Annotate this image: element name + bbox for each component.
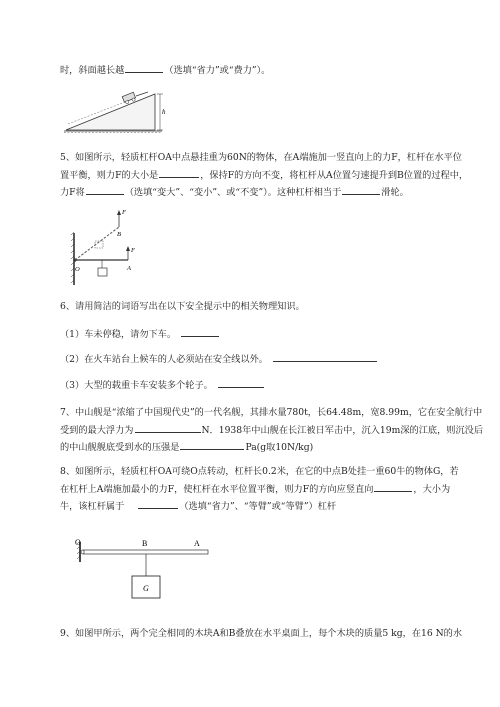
q8-line-3: [60, 499, 480, 513]
q7-text-2a: 受到的最大浮力为: [60, 425, 134, 436]
label-f-top: F: [122, 209, 126, 216]
height-label: h: [162, 108, 166, 116]
q5-text-2a: 置平衡，则力F的大小是: [60, 170, 159, 181]
q8-text-3a: 牛，该杠杆属于: [60, 501, 125, 512]
label-a-fig8: A: [194, 539, 200, 548]
q8-blank-2[interactable]: [138, 499, 178, 509]
q6-blank-3[interactable]: [218, 378, 264, 388]
pull-arrow: [136, 92, 148, 96]
q6-item-2: [60, 352, 480, 366]
q5-text-2b: ，保持F的方向不变，将杠杆从A位置匀速提升到B位置的过程中，: [200, 170, 469, 181]
incline-triangle: [66, 94, 155, 130]
incline-figure: [60, 84, 170, 136]
q6-item-3-text: （3）大型的载重卡车安装多个轮子。: [60, 380, 213, 391]
weight-block: [98, 268, 107, 276]
label-b: B: [117, 231, 121, 238]
label-b-fig8: B: [142, 539, 148, 548]
label-a: A: [127, 265, 131, 272]
q8-text-2a: 在杠杆上A端施加最小的力F，使杠杆在水平位置平衡，则力F的方向应竖直向: [60, 484, 374, 495]
q8-line-1: 8、如图所示，轻质杠杆OA可绕O点转动，杠杆长0.2米，在它的中点B处挂一重60牛的物体G，若: [60, 466, 459, 477]
q5-blank-3[interactable]: [342, 185, 380, 195]
lever-bar: [84, 550, 208, 554]
label-o: O: [75, 266, 80, 273]
q6-item-1-text: （1）车未停稳，请勿下车。: [60, 329, 177, 340]
lever-oa-figure: [74, 532, 214, 604]
label-o-fig8: O: [75, 538, 81, 547]
q7-line-1: 7、中山舰是“浓缩了中国现代史”的一代名舰，其排水量780t，长64.48m，宽8.99m，它在安全航行中: [60, 407, 483, 418]
q4-tail-line: [60, 63, 480, 77]
q4-tail-text-b: （选填“省力”或“费力”）。: [164, 65, 271, 76]
q7-line-2: [60, 423, 484, 437]
q9-line-1: 9、如图甲所示，两个完全相同的木块A和B叠放在水平桌面上，每个木块的质量5 kg，在16 N的水: [60, 628, 463, 639]
q5-line-2: [60, 168, 480, 182]
q7-text-3a: 的中山舰舰底受到水的压强是: [60, 442, 180, 453]
q7-text-2b: N．1938年中山舰在长江被日军击中，沉入19m深的江底，则沉没后: [201, 425, 484, 436]
q6-item-1: [60, 327, 480, 341]
q5-blank-2[interactable]: [86, 185, 124, 195]
q6-item-2-text: （2）在火车站台上候车的人必须站在安全线以外。: [60, 354, 268, 365]
q6-item-3: [60, 378, 480, 392]
label-g: G: [143, 584, 149, 593]
q8-text-3b: （选填“省力”、“等臂”或“等臂”）杠杆: [179, 501, 337, 512]
q8-blank-1[interactable]: [374, 482, 412, 492]
q6-line-1: 6、请用简洁的词语写出在以下安全提示中的相关物理知识。: [60, 301, 305, 312]
q5-text-3a: 力F将: [60, 187, 85, 198]
q5-blank-1[interactable]: [159, 168, 199, 178]
q7-blank-1[interactable]: [135, 423, 201, 433]
q6-blank-1[interactable]: [181, 327, 219, 337]
q7-line-3: [60, 440, 480, 454]
q4-blank[interactable]: [125, 63, 163, 73]
lever-raised-dashed: [75, 227, 119, 260]
q5-text-3c: 滑轮。: [381, 187, 409, 198]
q5-text-3b: （选填“变大”、“变小”、或“不变”）。这种杠杆相当于: [124, 187, 342, 198]
lever-wall-figure: [62, 205, 147, 287]
q5-line-1: 5、如图所示，轻质杠杆OA中点悬挂重为60N的物体，在A端施加一竖直向上的力F，杠杆在水平位: [60, 152, 462, 163]
q4-tail-text-a: 时，斜面越长越: [60, 65, 125, 76]
q7-blank-2[interactable]: [180, 440, 244, 450]
q8-line-2: [60, 482, 480, 496]
q8-text-2b: ，大小为: [413, 484, 451, 495]
q7-text-3b: Pa(g取10N/kg): [245, 442, 314, 453]
label-f-right: F: [131, 247, 135, 254]
q6-blank-2[interactable]: [273, 352, 377, 362]
q5-line-3: [60, 185, 480, 199]
